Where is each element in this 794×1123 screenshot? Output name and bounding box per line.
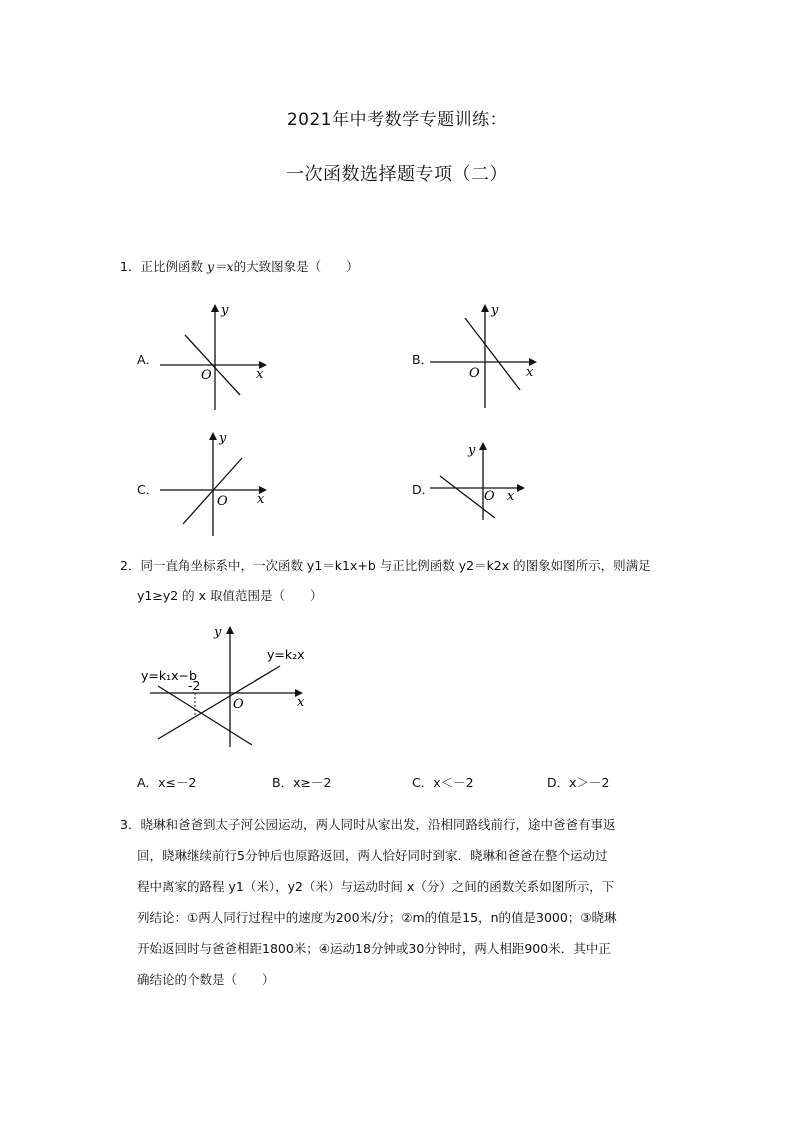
question-3-line5: 开始返回时与爸爸相距1800米；④运动18分钟或30分钟时，两人相距900米．其中正 — [137, 941, 611, 956]
q2-option-c[interactable]: C．x＜－2 — [412, 775, 474, 790]
question-3-number: 3． — [120, 817, 141, 832]
origin-label: O — [484, 489, 495, 504]
question-3-line1: 3．晓琳和爸爸到太子河公园运动，两人同时从家出发，沿相同路线前行，途中爸爸有事返 — [120, 817, 616, 832]
x-axis-label: x — [257, 492, 265, 507]
question-3-line2: 回，晓琳继续前行5分钟后也原路返回，两人恰好同时到家．晓琳和爸爸在整个运动过 — [137, 848, 608, 863]
y-axis-arrow — [211, 304, 219, 312]
q2-option-a[interactable]: A．x≤－2 — [137, 775, 197, 790]
q2-option-b[interactable]: B．x≥－2 — [272, 775, 332, 790]
y-axis-label: y — [221, 303, 229, 318]
tick-label-neg2: -2 — [188, 678, 201, 693]
q1-option-c-label[interactable]: C． — [137, 482, 159, 497]
y-axis-arrow — [481, 304, 489, 312]
question-1-stem — [120, 252, 359, 282]
q2-option-d[interactable]: D．x＞－2 — [547, 775, 610, 790]
label-y1: y=k₁x−b — [141, 668, 197, 683]
question-2-stem-line1 — [120, 551, 651, 581]
x-axis-label: x — [256, 367, 264, 382]
x-axis-arrow — [517, 484, 525, 492]
q1-option-b-label[interactable]: B． — [412, 352, 434, 367]
y-axis-arrow — [479, 442, 487, 450]
origin-label: O — [233, 697, 244, 712]
question-2-text-1: 同一直角坐标系中，一次函数 y1＝k1x+b 与正比例函数 y2＝k2x 的图象如图所示，则满足 — [140, 558, 651, 573]
page-title: 2021年中考数学专题训练： — [286, 110, 508, 130]
question-2-stem-line2: y1≥y2 的 x 取值范围是（ ） — [137, 588, 323, 603]
question-1-suffix: 的大致图象是（ ） — [233, 259, 359, 274]
question-3-line3: 程中离家的路程 y1（米），y2（米）与运动时间 x（分）之间的函数关系如图所示，下 — [137, 879, 615, 894]
question-3-line4: 列结论：①两人同行过程中的速度为200米/分；②m的值是15，n的值是3000；③晓琳 — [137, 910, 617, 925]
page-subtitle: 一次函数选择题专项（二） — [286, 164, 508, 185]
q1-option-a-graph — [160, 300, 280, 415]
question-1-formula: y＝x — [206, 259, 234, 274]
x-axis-label: x — [297, 695, 305, 710]
y-axis-label: y — [468, 443, 476, 458]
x-axis-label: x — [526, 365, 534, 380]
y-axis-label: y — [491, 303, 499, 318]
y-axis-arrow — [209, 432, 217, 440]
question-2-number: 2． — [120, 558, 141, 573]
origin-label: O — [217, 494, 228, 509]
line-y1 — [158, 686, 252, 745]
question-1-prefix: 正比例函数 — [140, 259, 207, 274]
q1-option-c-graph — [160, 428, 280, 543]
origin-label: O — [469, 366, 480, 381]
label-y2: y=k₂x — [267, 647, 305, 662]
x-axis-label: x — [507, 489, 515, 504]
q1-option-d-label[interactable]: D． — [412, 482, 435, 497]
q2-figure — [140, 622, 320, 752]
q1-option-d-graph — [430, 438, 540, 528]
q1-option-a-label[interactable]: A． — [137, 352, 159, 367]
question-3-line6: 确结论的个数是（ ） — [137, 972, 275, 987]
q1-option-b-graph — [430, 300, 550, 415]
y-axis-label: y — [214, 625, 222, 640]
y-axis-label: y — [219, 431, 227, 446]
origin-label: O — [201, 368, 212, 383]
y-axis-arrow — [226, 626, 234, 634]
question-1-number: 1． — [120, 259, 141, 274]
